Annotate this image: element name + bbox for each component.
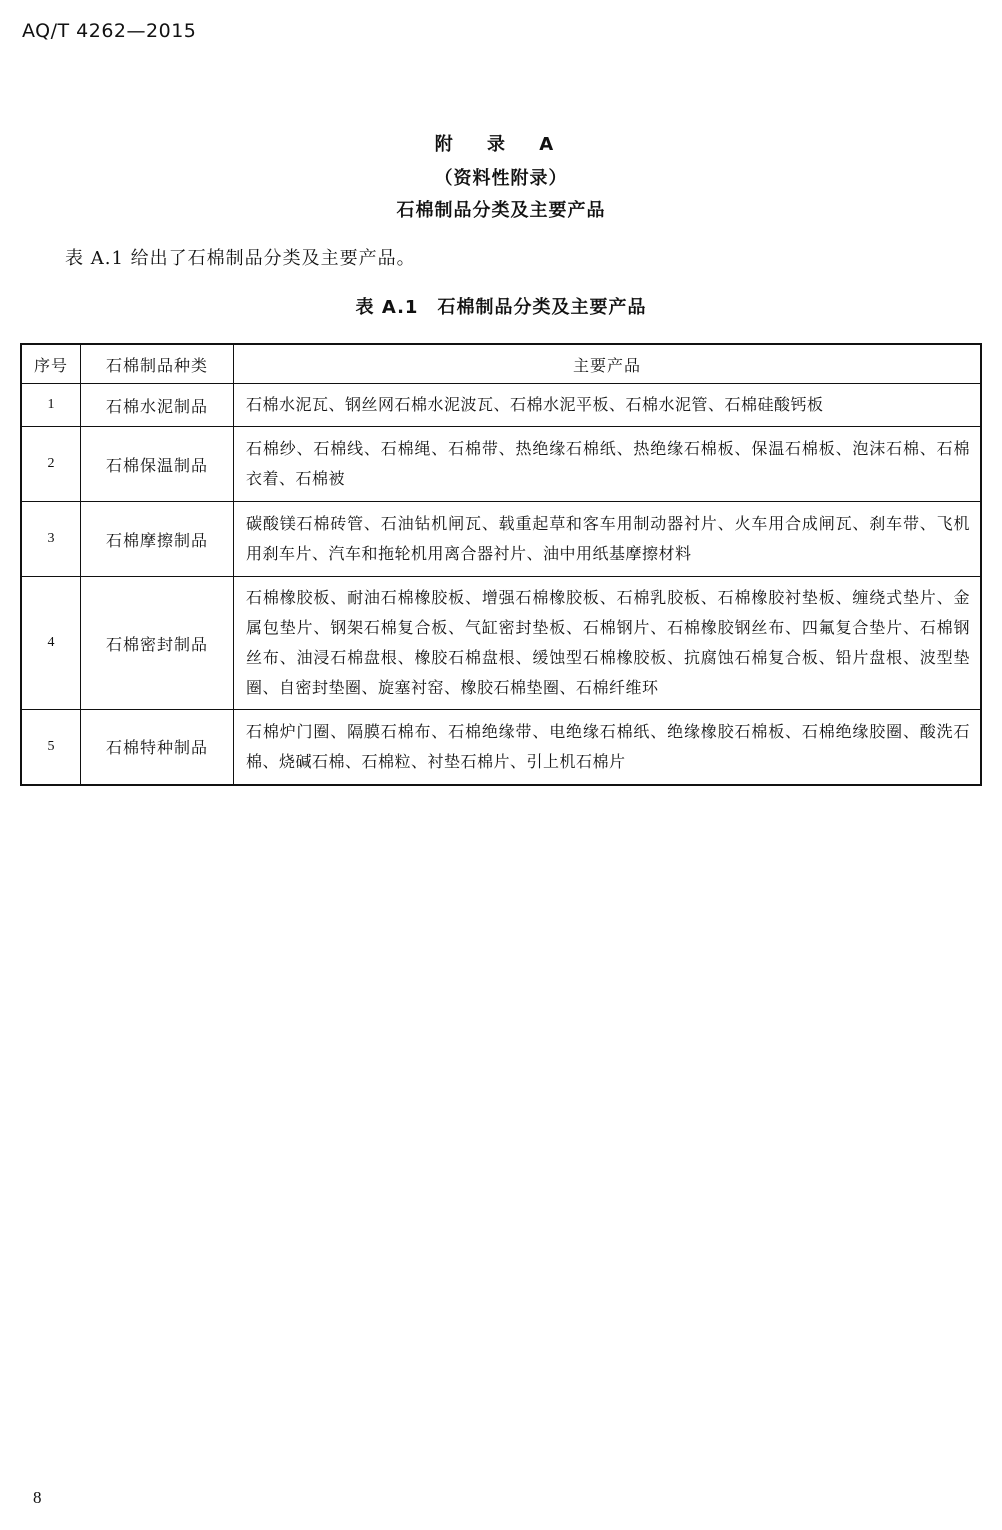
row-products: 石棉水泥瓦、钢丝网石棉水泥波瓦、石棉水泥平板、石棉水泥管、石棉硅酸钙板 xyxy=(234,384,982,427)
table-caption: 表 A.1 石棉制品分类及主要产品 xyxy=(355,297,647,318)
row-products: 碳酸镁石棉砖管、石油钻机闸瓦、载重起草和客车用制动器衬片、火车用合成闸瓦、刹车带、飞机用刹车片、汽车和拖轮机用离合器衬片、油中用纸基摩擦材料 xyxy=(234,502,982,577)
row-category: 石棉保温制品 xyxy=(81,427,234,502)
intro-paragraph: 表 A.1 给出了石棉制品分类及主要产品。 xyxy=(65,248,416,269)
table-row xyxy=(21,577,981,710)
row-category: 石棉水泥制品 xyxy=(81,384,234,427)
row-number: 4 xyxy=(21,577,81,710)
row-number: 5 xyxy=(21,710,81,785)
table-row xyxy=(21,502,981,577)
appendix-subject: 石棉制品分类及主要产品 xyxy=(396,200,606,221)
row-number: 2 xyxy=(21,427,81,502)
row-products: 石棉橡胶板、耐油石棉橡胶板、增强石棉橡胶板、石棉乳胶板、石棉橡胶衬垫板、缠绕式垫片、金属包垫片、钢架石棉复合板、气缸密封垫板、石棉钢片、石棉橡胶钢丝布、四氟复合垫片、石棉钢丝布、油浸石棉盘根、橡胶石棉盘根、缓蚀型石棉橡胶板、抗腐蚀石棉复合板、铅片盘根、波型垫圈、自密封垫圈、旋塞衬窑、橡胶石棉垫圈、石棉纤维环 xyxy=(234,577,982,710)
page-number: 8 xyxy=(33,1488,42,1507)
asbestos-products-table xyxy=(20,343,982,786)
header-category: 石棉制品种类 xyxy=(81,344,234,384)
table-header-row xyxy=(21,344,981,384)
appendix-title: 附 录 A xyxy=(434,134,568,155)
row-products: 石棉炉门圈、隔膜石棉布、石棉绝缘带、电绝缘石棉纸、绝缘橡胶石棉板、石棉绝缘胶圈、酸洗石棉、烧碱石棉、石棉粒、衬垫石棉片、引上机石棉片 xyxy=(234,710,982,785)
table-row xyxy=(21,427,981,502)
appendix-nature: （资料性附录） xyxy=(434,168,568,189)
table-row xyxy=(21,710,981,785)
row-category: 石棉特种制品 xyxy=(81,710,234,785)
row-number: 3 xyxy=(21,502,81,577)
header-main-products: 主要产品 xyxy=(234,344,982,384)
row-category: 石棉摩擦制品 xyxy=(81,502,234,577)
row-products: 石棉纱、石棉线、石棉绳、石棉带、热绝缘石棉纸、热绝缘石棉板、保温石棉板、泡沫石棉、石棉衣着、石棉被 xyxy=(234,427,982,502)
standard-code: AQ/T 4262—2015 xyxy=(22,20,197,42)
header-serial-number: 序号 xyxy=(21,344,81,384)
table-row xyxy=(21,384,981,427)
row-number: 1 xyxy=(21,384,81,427)
row-category: 石棉密封制品 xyxy=(81,577,234,710)
